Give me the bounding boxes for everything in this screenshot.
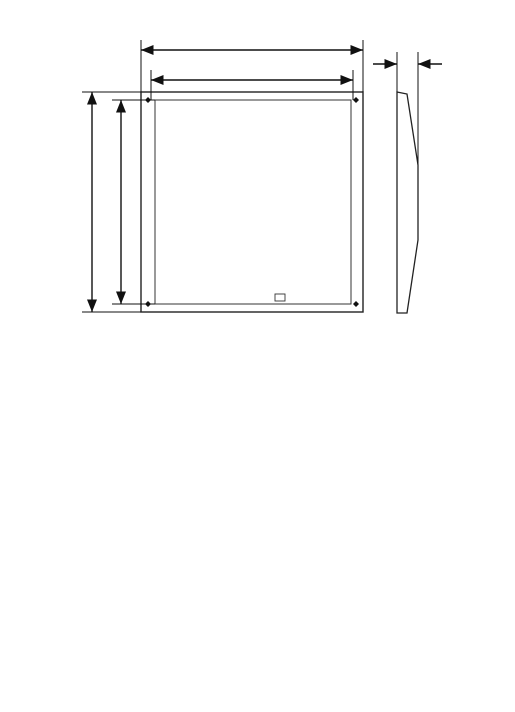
grille-inner-frame: [155, 100, 351, 304]
grille-tab: [275, 294, 285, 301]
grille-side-profile: [397, 92, 418, 313]
grille-technical-drawing: [0, 0, 515, 330]
